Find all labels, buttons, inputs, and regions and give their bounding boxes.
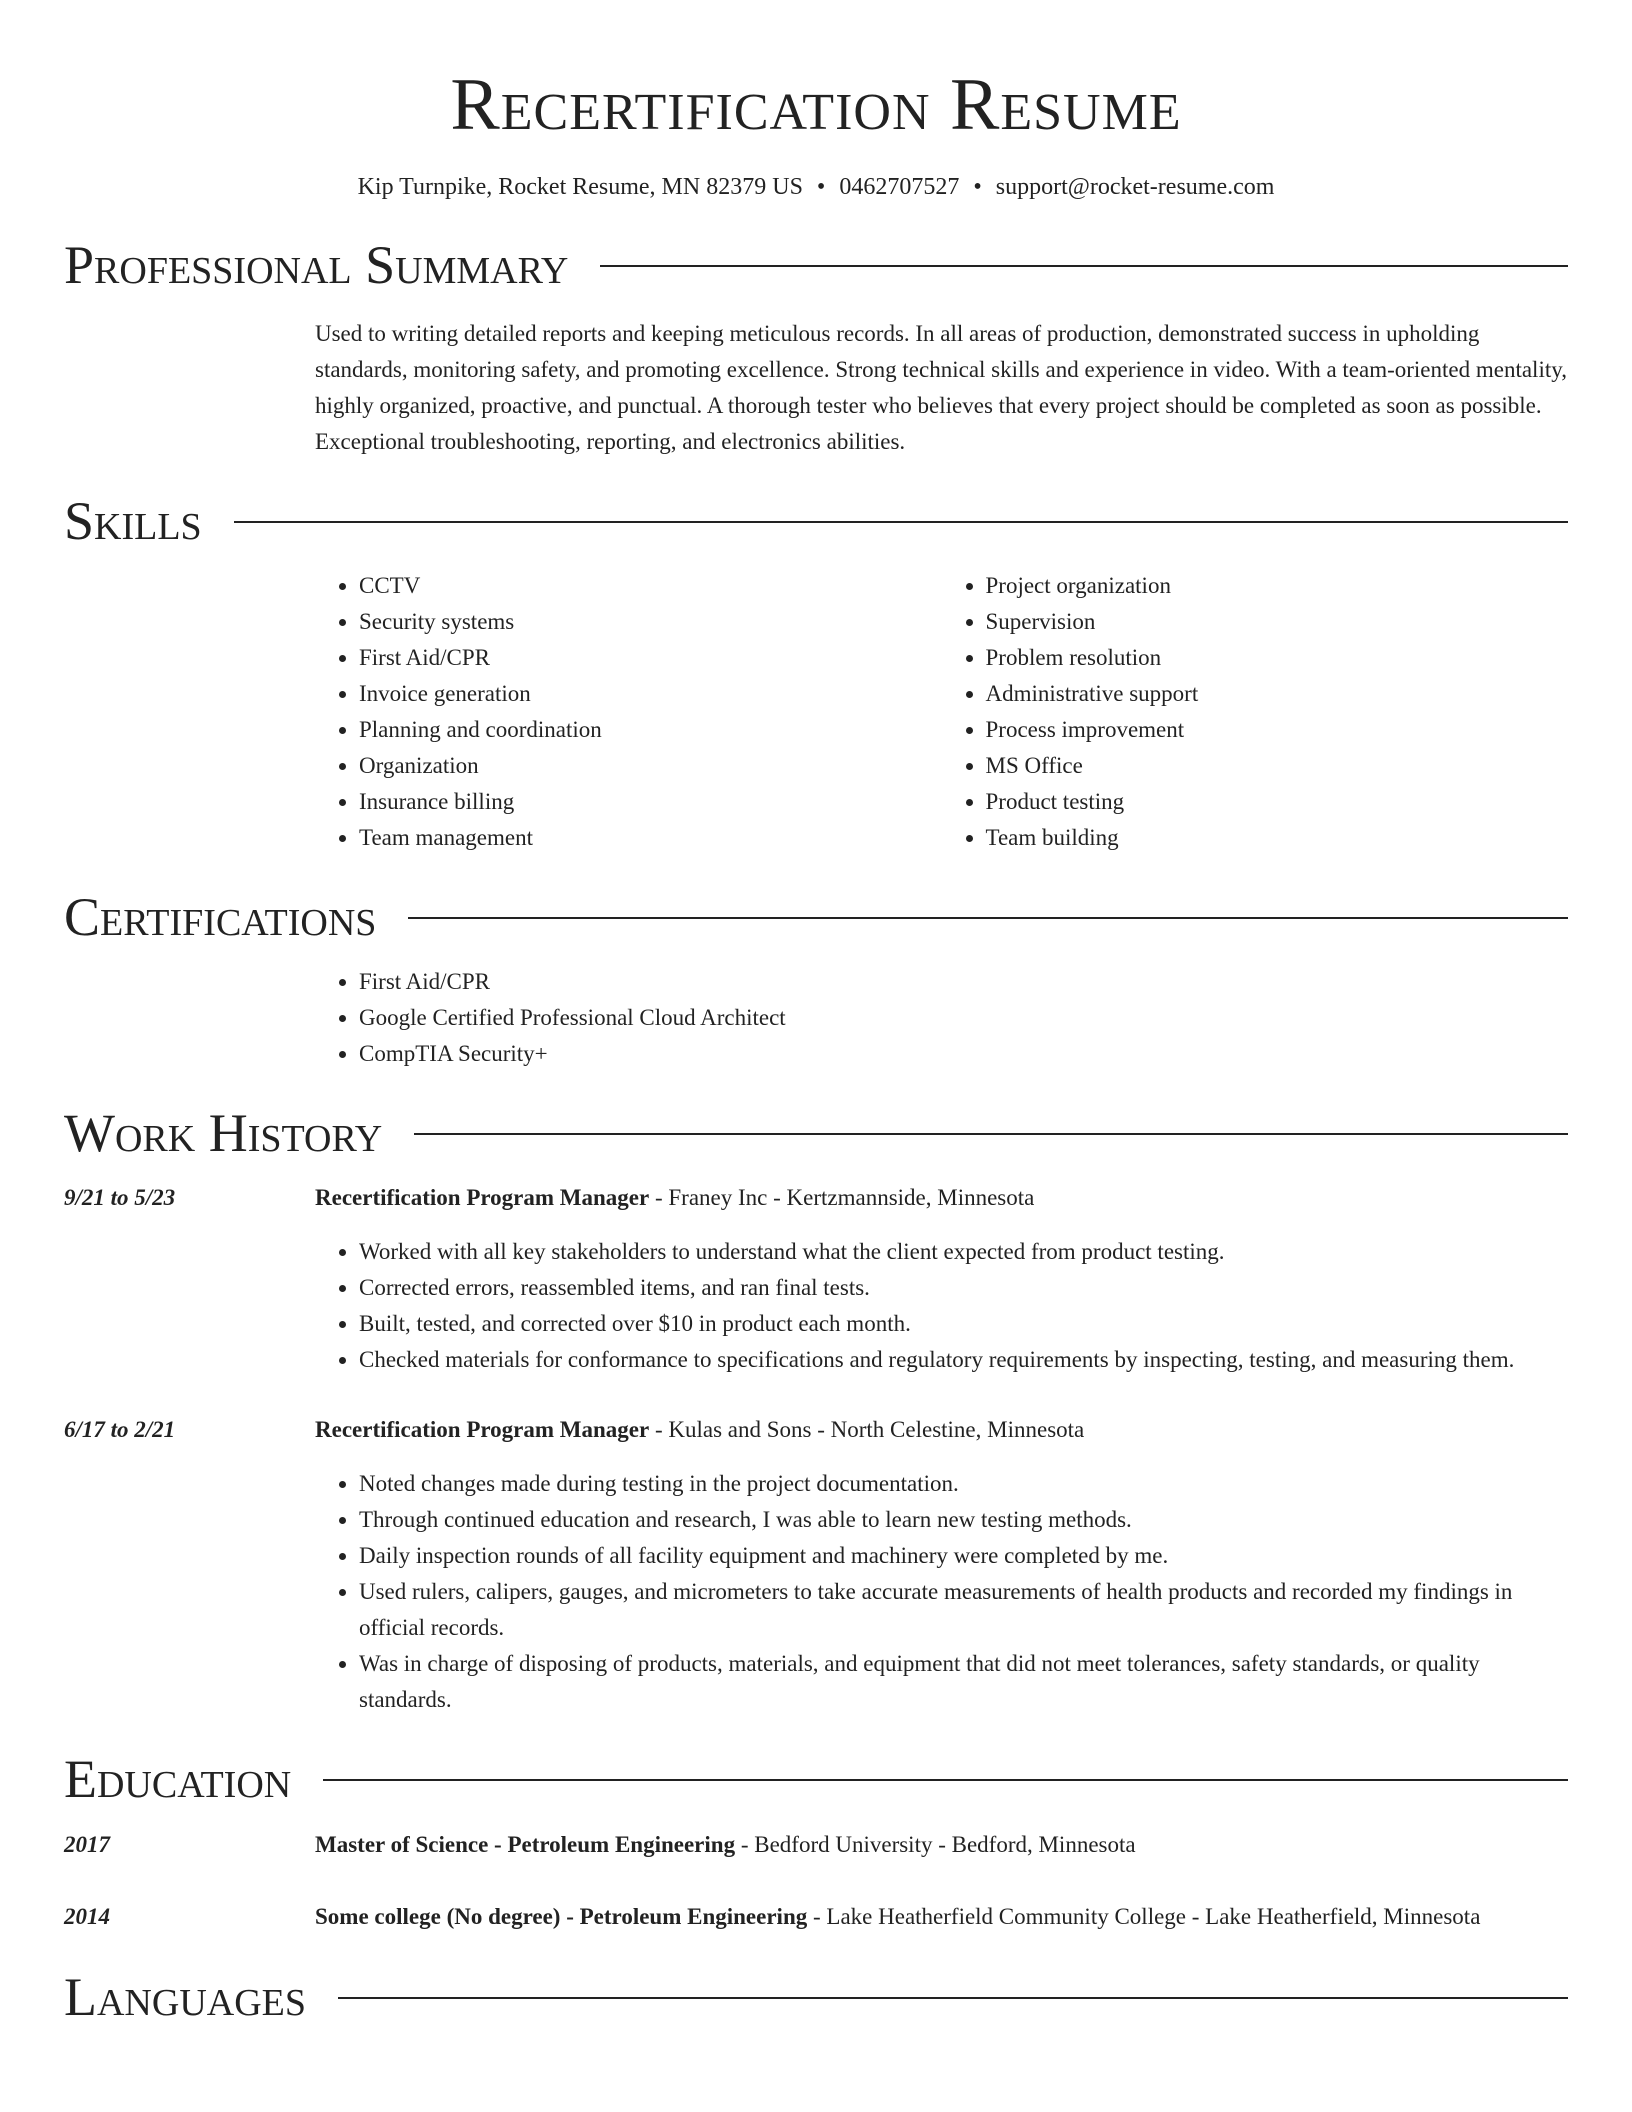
education-degree: Some college (No degree) - Petroleum Engineering — [315, 1904, 808, 1929]
education-degree: Master of Science - Petroleum Engineering — [315, 1832, 736, 1857]
job-bullets — [315, 1234, 1568, 1378]
contact-address: Kip Turnpike, Rocket Resume, MN 82379 US — [357, 174, 803, 200]
section-title-skills: Skills — [64, 491, 202, 551]
section-divider — [600, 265, 1568, 267]
job-role: Recertification Program Manager — [315, 1417, 650, 1442]
section-title-work-history: Work History — [64, 1103, 383, 1163]
job-detail — [315, 1412, 1568, 1718]
job-bullet: • Corrected errors, reassembled items, and ran final tests. — [359, 1270, 1568, 1306]
skill-item: • CCTV — [359, 568, 942, 604]
skill-item: • Supervision — [986, 604, 1569, 640]
skill-item: • Product testing — [986, 784, 1569, 820]
resume-title: Recertification Resume — [450, 64, 1182, 146]
summary-text: Used to writing detailed reports and keeping meticulous records. In all areas of production, demonstrated success in upholding standards, monitoring safety, and promoting excellence. Strong technical skills and experience in video. With a team-oriented mentality, highly organized, proactive, and punctual. A thorough tester who believes that every project should be completed as soon as possible. Exceptional troubleshooting, reporting, and electronics abilities. — [315, 321, 1567, 454]
certification-item: • Google Certified Professional Cloud Architect — [359, 1000, 1568, 1036]
job-detail — [315, 1180, 1568, 1378]
skill-item: • Security systems — [359, 604, 942, 640]
education-entry — [64, 1826, 1568, 1864]
skill-item: • Project organization — [986, 568, 1569, 604]
skill-item: • Process improvement — [986, 712, 1569, 748]
certification-item: • CompTIA Security+ — [359, 1036, 1568, 1072]
contact-phone: 0462707527 — [839, 174, 960, 200]
job-bullet: • Through continued education and research, I was able to learn new testing methods. — [359, 1502, 1568, 1538]
section-title-summary: Professional Summary — [64, 235, 569, 295]
job-company: - Kulas and Sons - North Celestine, Minnesota — [649, 1417, 1085, 1442]
job-entry — [64, 1412, 1568, 1718]
section-header-summary — [64, 234, 1568, 296]
education-year: 2014 — [64, 1904, 110, 1929]
section-title-certifications: Certifications — [64, 887, 377, 947]
education-year: 2017 — [64, 1832, 110, 1857]
section-header-languages — [64, 1966, 1568, 2028]
job-role: Recertification Program Manager — [315, 1185, 650, 1210]
section-divider — [234, 521, 1568, 523]
section-divider — [338, 1997, 1568, 1999]
education-school: - Bedford University - Bedford, Minnesota — [735, 1832, 1136, 1857]
contact-separator: • — [973, 174, 982, 200]
skill-item: • First Aid/CPR — [359, 640, 942, 676]
contact-line — [64, 170, 1568, 204]
contact-email: support@rocket-resume.com — [995, 174, 1275, 200]
job-heading — [315, 1412, 1568, 1448]
skill-item: • Team building — [986, 820, 1569, 856]
education-entry — [64, 1898, 1568, 1936]
skill-item: • MS Office — [986, 748, 1569, 784]
education-detail — [315, 1898, 1568, 1936]
section-title-languages: Languages — [64, 1967, 306, 2027]
section-header-certifications — [64, 886, 1568, 948]
section-divider — [323, 1779, 1568, 1781]
skill-item: • Insurance billing — [359, 784, 942, 820]
job-bullet: • Built, tested, and corrected over $10 in product each month. — [359, 1306, 1568, 1342]
section-header-skills — [64, 490, 1568, 552]
contact-separator: • — [816, 174, 826, 200]
job-bullet: • Noted changes made during testing in the project documentation. — [359, 1466, 1568, 1502]
job-bullet: • Was in charge of disposing of products, materials, and equipment that did not meet tolerances, safety standards, or quality standards. — [359, 1646, 1568, 1718]
certifications-block — [315, 964, 1568, 1072]
job-heading — [315, 1180, 1568, 1216]
section-header-education — [64, 1748, 1568, 1810]
job-bullet: • Daily inspection rounds of all facility equipment and machinery were completed by me. — [359, 1538, 1568, 1574]
skills-grid — [315, 568, 1568, 856]
job-bullet: • Used rulers, calipers, gauges, and micrometers to take accurate measurements of health products and recorded my findings in official records. — [359, 1574, 1568, 1646]
resume-page — [64, 0, 1568, 2028]
skill-item: • Planning and coordination — [359, 712, 942, 748]
section-divider — [414, 1133, 1568, 1135]
certification-item: • First Aid/CPR — [359, 964, 1568, 1000]
skill-item: • Administrative support — [986, 676, 1569, 712]
job-bullet: • Worked with all key stakeholders to understand what the client expected from product testing. — [359, 1234, 1568, 1270]
skill-item: • Team management — [359, 820, 942, 856]
skills-list-right — [942, 568, 1569, 856]
education-detail — [315, 1826, 1568, 1864]
skill-item: • Problem resolution — [986, 640, 1569, 676]
section-divider — [408, 917, 1568, 919]
skill-item: • Invoice generation — [359, 676, 942, 712]
job-dates: 9/21 to 5/23 — [64, 1185, 176, 1210]
skill-item: • Organization — [359, 748, 942, 784]
section-title-education: Education — [64, 1749, 292, 1809]
job-entry — [64, 1180, 1568, 1378]
certifications-list — [315, 964, 1568, 1072]
job-dates: 6/17 to 2/21 — [64, 1417, 176, 1442]
section-header-work-history — [64, 1102, 1568, 1164]
job-company: - Franey Inc - Kertzmannside, Minnesota — [649, 1185, 1035, 1210]
job-bullet: • Checked materials for conformance to specifications and regulatory requirements by inspecting, testing, and measuring them. — [359, 1342, 1568, 1378]
education-school: - Lake Heatherfield Community College - Lake Heatherfield, Minnesota — [807, 1904, 1481, 1929]
job-bullets — [315, 1466, 1568, 1718]
skills-list-left — [315, 568, 942, 856]
